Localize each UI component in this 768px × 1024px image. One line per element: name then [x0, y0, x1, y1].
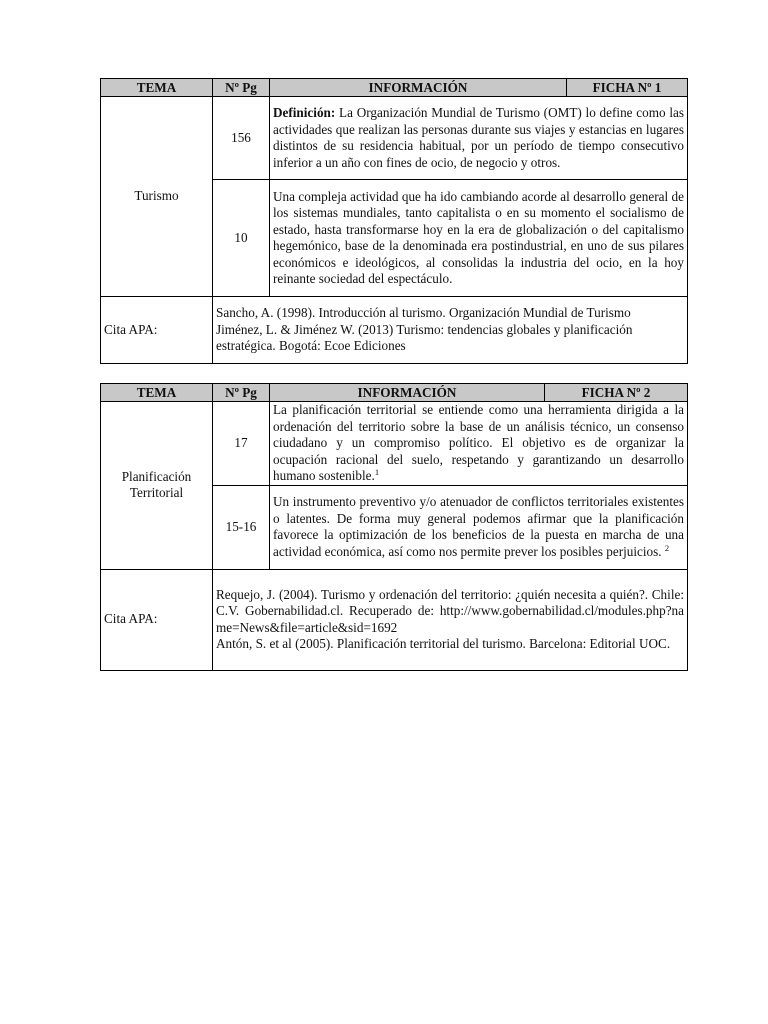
header-tema: TEMA [101, 79, 213, 97]
informacion-text: La Organización Mundial de Turismo (OMT) lo define como las actividades que realizan las personas durante sus viajes y estancias en lugares distintos de su residencia habitual, por un período de tiempo consecutivo inferior a un año con fines de ocio, de negocio y otros. [273, 105, 684, 170]
tema-cell: Planificación Territorial [101, 402, 213, 570]
header-row [101, 384, 688, 402]
cita-reference: Jiménez, L. & Jiménez W. (2013) Turismo: tendencias globales y planificación estratégica. Bogotá: Ecoe Ediciones [216, 321, 633, 354]
page-number-cell: 10 [213, 180, 270, 297]
cita-cell [213, 569, 688, 670]
header-pg: Nº Pg [213, 384, 270, 402]
header-informacion: INFORMACIÓN [270, 79, 567, 97]
footnote-marker: 2 [664, 542, 670, 553]
page-number-cell: 17 [213, 402, 270, 486]
header-informacion: INFORMACIÓN [270, 384, 545, 402]
cita-row [101, 569, 688, 670]
cita-reference: Antón, S. et al (2005). Planificación territorial del turismo. Barcelona: Editorial UOC. [216, 636, 671, 651]
informacion-cell: Una compleja actividad que ha ido cambiando acorde al desarrollo general de los sistemas mundiales, tanto capitalista o en su momento el socialismo de estado, hasta transformarse hoy en la era de globalización o del capitalismo hegemónico, base de la denominada era postindustrial, en uno de sus pilares económicos e ideológicos, al consolidas la industria del ocio, en la hoy reinante sociedad del espectáculo. [270, 180, 688, 297]
informacion-cell [270, 402, 688, 486]
ficha-1-table [100, 78, 688, 364]
cita-label: Cita APA: [101, 297, 213, 364]
ficha-2-table [100, 383, 688, 671]
cita-reference: Sancho, A. (1998). Introducción al turismo. Organización Mundial de Turismo [216, 305, 631, 321]
page-number-cell: 15-16 [213, 485, 270, 569]
cita-row [101, 297, 688, 364]
informacion-cell [270, 485, 688, 569]
header-ficha-label: FICHA Nº 2 [545, 384, 688, 402]
informacion-text: La planificación territorial se entiende como una herramienta dirigida a la ordenación del territorio sobre la base de un análisis técnico, un consenso ciudadano y un compromiso político. El objetivo es de organizar la ocupación racional del suelo, respetando y garantizando un desarrollo humano sostenible. [273, 402, 684, 483]
page-number-cell: 156 [213, 97, 270, 180]
table-row [101, 402, 688, 486]
header-row [101, 79, 688, 97]
header-pg: Nº Pg [213, 79, 270, 97]
header-tema: TEMA [101, 384, 213, 402]
footnote-marker: 1 [374, 467, 380, 477]
tema-cell: Turismo [101, 97, 213, 297]
table-row [101, 97, 688, 180]
cita-reference: Requejo, J. (2004). Turismo y ordenación del territorio: ¿quién necesita a quién?. Chile: C.V. Gobernabilidad.cl. Recuperado de: http://www.gobernabilidad.cl/modules.php?name=News&file=article&sid=1692 [216, 586, 684, 635]
cita-label: Cita APA: [101, 569, 213, 670]
informacion-cell [270, 97, 688, 180]
informacion-text: Un instrumento preventivo y/o atenuador de conflictos territoriales existentes o latentes. De forma muy general podemos afirmar que la planificación favorece la optimización de los beneficios de la puesta en marcha de una actividad económica, así como nos permite prever los posibles perjuicios. [273, 494, 684, 559]
header-ficha-label: FICHA Nº 1 [567, 79, 688, 97]
definition-lead: Definición: [273, 105, 336, 120]
cita-cell [213, 297, 688, 364]
